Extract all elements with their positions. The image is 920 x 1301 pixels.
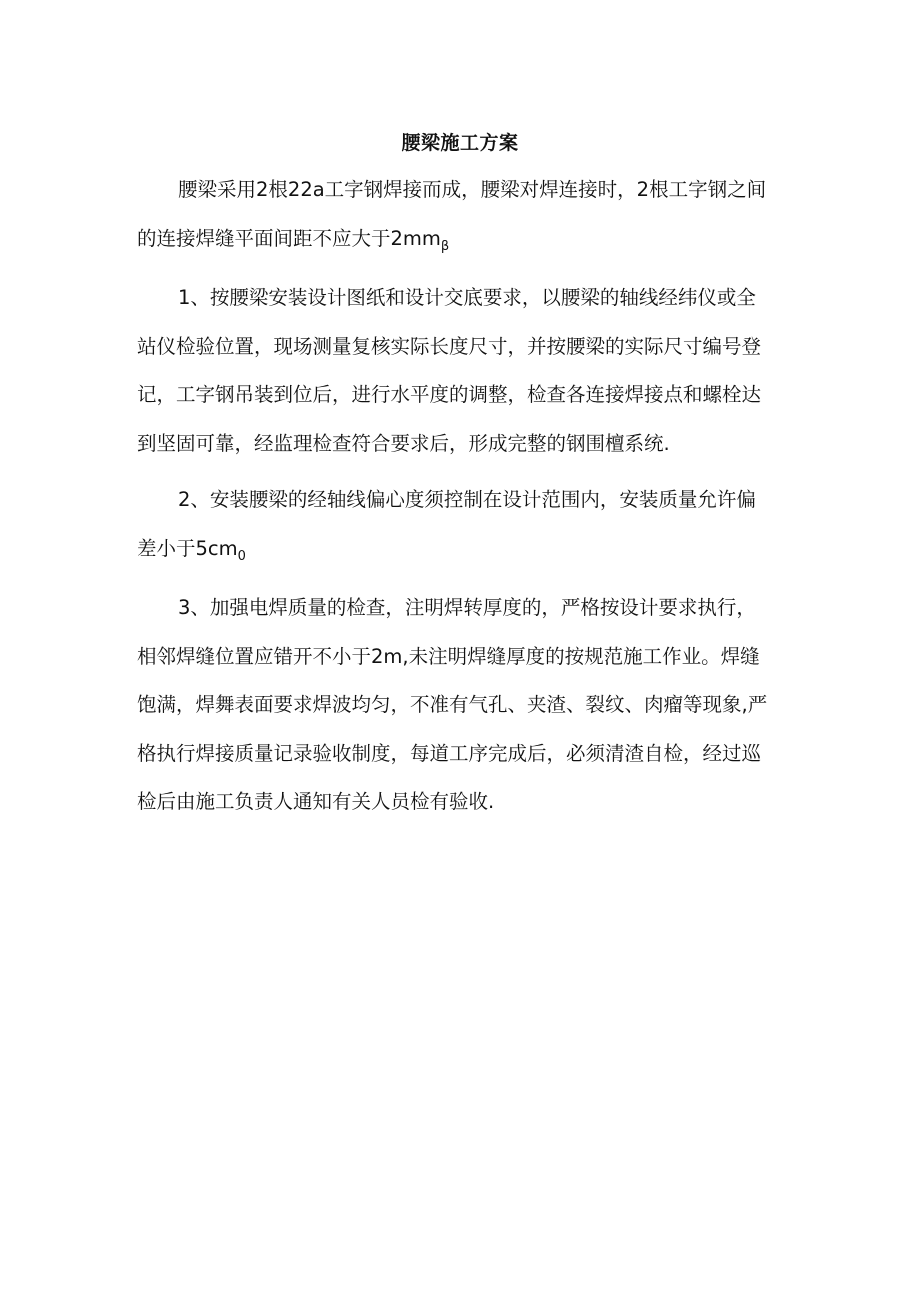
paragraph-line: 记，工字钢吊装到位后，进行水平度的调整，检查各连接焊接点和螺栓达 <box>137 383 762 406</box>
paragraph-3 <box>137 476 797 576</box>
paragraph-4 <box>137 584 797 827</box>
document-body <box>137 166 797 827</box>
paragraph-line <box>137 525 797 577</box>
paragraph-line: 1、按腰梁安装设计图纸和设计交底要求，以腰梁的轴线经纬仪或全 <box>178 286 756 309</box>
paragraph-line: 腰梁采用2根22a工字钢焊接而成，腰梁对焊连接时，2根工字钢之间 <box>178 178 767 201</box>
paragraph-1 <box>137 166 797 266</box>
paragraph-line: 2、安装腰梁的经轴线偏心度须控制在设计范围内，安装质量允许偏 <box>178 488 756 511</box>
paragraph-2 <box>137 274 797 468</box>
paragraph-line-text: 的连接焊缝平面间距不应大于2mm <box>137 226 441 250</box>
subscript-mark: 0 <box>237 548 246 564</box>
document-title: 腰梁施工方案 <box>401 132 519 154</box>
paragraph-line: 相邻焊缝位置应错开不小于2m,未注明焊缝厚度的按规范施工作业。焊缝 <box>137 644 760 668</box>
subscript-mark: β <box>440 238 450 254</box>
paragraph-line: 饱满，焊舞表面要求焊波均匀，不准有气孔、夹渣、裂纹、肉瘤等现象,严 <box>137 693 768 716</box>
paragraph-line <box>137 215 797 267</box>
paragraph-line-text: 差小于5cm <box>137 536 238 560</box>
paragraph-line: 3、加强电焊质量的检查，注明焊转厚度的，严格按设计要求执行， <box>178 596 756 619</box>
paragraph-line: 站仪检验位置，现场测量复核实际长度尺寸，并按腰梁的实际尺寸编号登 <box>137 334 762 358</box>
paragraph-line: 到坚固可靠，经监理检查符合要求后，形成完整的钢围檀系统. <box>137 431 670 455</box>
paragraph-line: 检后由施工负责人通知有关人员检有验收. <box>137 790 495 813</box>
paragraph-line: 格执行焊接质量记录验收制度，每道工序完成后，必须清渣自检，经过巡 <box>137 741 762 765</box>
